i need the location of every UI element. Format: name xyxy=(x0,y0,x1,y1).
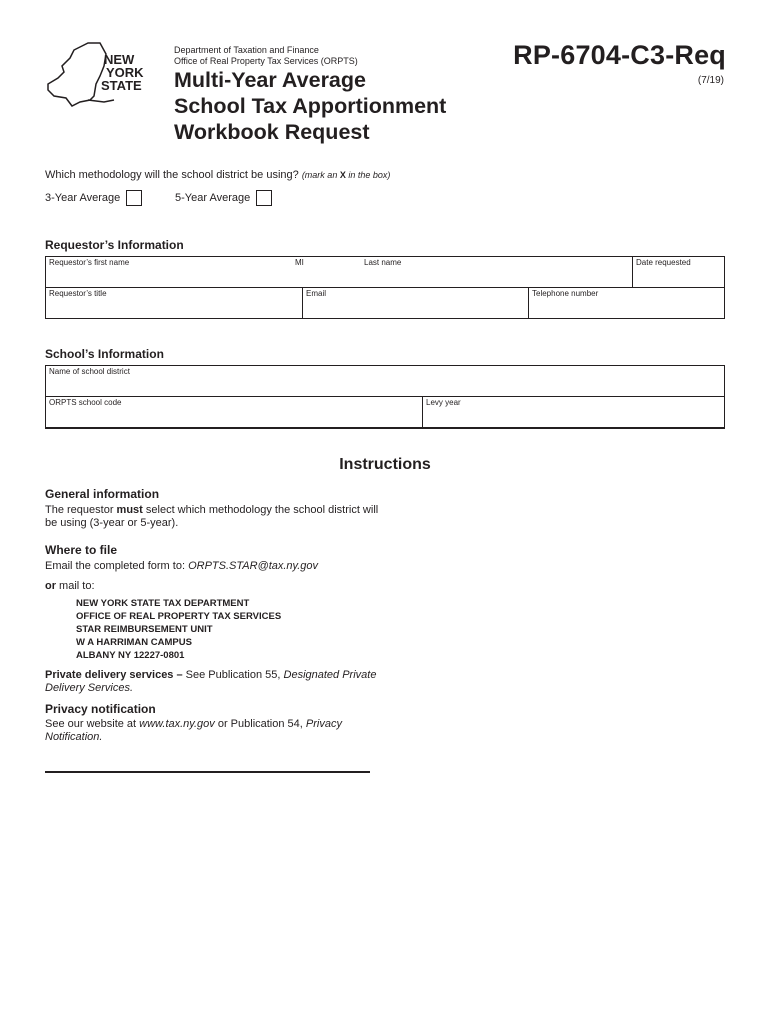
requestor-title-field[interactable] xyxy=(46,288,303,319)
logo-word-new: NEW xyxy=(104,52,135,67)
mail-to: mail to: xyxy=(56,580,95,592)
bottom-rule xyxy=(45,771,370,773)
privacy-mid: or Publication 54, xyxy=(214,718,306,730)
privacy-publication: Privacy Notification. xyxy=(45,718,342,743)
website-link[interactable]: www.tax.ny.gov xyxy=(139,718,215,730)
where-to-file-heading: Where to file xyxy=(45,543,118,557)
question-text: Which methodology will the school district be using? xyxy=(45,169,299,181)
email-pre: Email the completed form to: xyxy=(45,560,189,572)
mail-instruction xyxy=(45,580,385,593)
address-line-1: NEW YORK STATE TAX DEPARTMENT xyxy=(76,598,250,609)
address-line-2: OFFICE OF REAL PROPERTY TAX SERVICES xyxy=(76,611,282,622)
requestor-title-label: Requestor’s title xyxy=(49,289,107,298)
option-5-year xyxy=(175,190,272,206)
logo-word-state: STATE xyxy=(101,78,142,93)
private-publication: Designated Private Delivery Services. xyxy=(45,669,377,694)
mi-label: MI xyxy=(295,258,304,267)
option-3-year-label: 3-Year Average xyxy=(45,192,121,204)
email-address-link[interactable]: ORPTS.STAR@tax.ny.gov xyxy=(188,560,319,572)
dept-line-2: Office of Real Property Tax Services (ORPTS) xyxy=(174,55,358,66)
privacy-pre: See our website at xyxy=(45,718,140,730)
general-info-text xyxy=(45,504,385,530)
general-must: must xyxy=(116,504,143,516)
telephone-field[interactable] xyxy=(529,288,725,319)
instructions-heading: Instructions xyxy=(339,456,431,473)
levy-year-field[interactable] xyxy=(423,397,725,428)
private-mid: See Publication 55, xyxy=(182,669,284,681)
email-label: Email xyxy=(306,289,327,298)
mailing-address xyxy=(76,597,281,662)
school-table xyxy=(45,365,725,397)
email-instruction xyxy=(45,560,385,573)
or-word: or xyxy=(45,580,56,592)
title-line-1: Multi-Year Average xyxy=(174,68,366,92)
logo-word-york: YORK xyxy=(106,65,144,80)
option-3-year xyxy=(45,190,142,206)
new-york-state-map-icon xyxy=(44,40,154,110)
privacy-text xyxy=(45,718,385,744)
title-line-3: Workbook Request xyxy=(174,120,370,144)
requestor-name-field[interactable] xyxy=(46,257,633,288)
option-5-year-checkbox[interactable] xyxy=(256,190,272,206)
date-requested-field[interactable] xyxy=(633,257,725,288)
school-table-row-2 xyxy=(45,396,725,429)
school-district-field[interactable] xyxy=(46,366,725,397)
date-requested-label: Date requested xyxy=(636,258,691,267)
telephone-label: Telephone number xyxy=(532,289,599,298)
methodology-question xyxy=(45,169,390,181)
levy-year-label: Levy year xyxy=(426,398,461,407)
email-field[interactable] xyxy=(303,288,529,319)
question-hint xyxy=(302,170,391,180)
department-block xyxy=(174,45,358,66)
option-5-year-label: 5-Year Average xyxy=(175,192,251,204)
private-delivery-text xyxy=(45,669,385,695)
hint-x: X xyxy=(339,170,346,180)
address-line-4: W A HARRIMAN CAMPUS xyxy=(76,637,192,648)
hint-pre: (mark an xyxy=(301,170,340,180)
dept-line-1: Department of Taxation and Finance xyxy=(174,45,319,55)
general-post: select which methodology the school district will be using (3-year or 5-year). xyxy=(45,504,379,529)
privacy-heading: Privacy notification xyxy=(45,702,156,716)
address-line-5: ALBANY NY 12227-0801 xyxy=(76,650,185,661)
requestor-table-row-2 xyxy=(45,287,725,319)
school-district-label: Name of school district xyxy=(49,367,130,376)
revision-date: (7/19) xyxy=(697,75,724,86)
option-3-year-checkbox[interactable] xyxy=(126,190,142,206)
first-name-label: Requestor’s first name xyxy=(49,258,130,267)
general-pre: The requestor xyxy=(45,504,117,516)
requestor-table xyxy=(45,256,725,288)
school-heading: School’s Information xyxy=(45,347,164,361)
title-line-2: School Tax Apportionment xyxy=(174,94,447,118)
form-number: RP-6704-C3-Req xyxy=(513,40,726,70)
nys-logo xyxy=(44,40,154,110)
private-delivery-heading: Private delivery services – xyxy=(45,669,183,681)
school-code-field[interactable] xyxy=(46,397,423,428)
address-line-3: STAR REIMBURSEMENT UNIT xyxy=(76,624,213,635)
hint-post: in the box) xyxy=(345,170,391,180)
school-code-label: ORPTS school code xyxy=(49,398,122,407)
requestor-heading: Requestor’s Information xyxy=(45,238,184,252)
last-name-label: Last name xyxy=(364,258,402,267)
form-title xyxy=(174,67,446,145)
general-info-heading: General information xyxy=(45,487,160,501)
